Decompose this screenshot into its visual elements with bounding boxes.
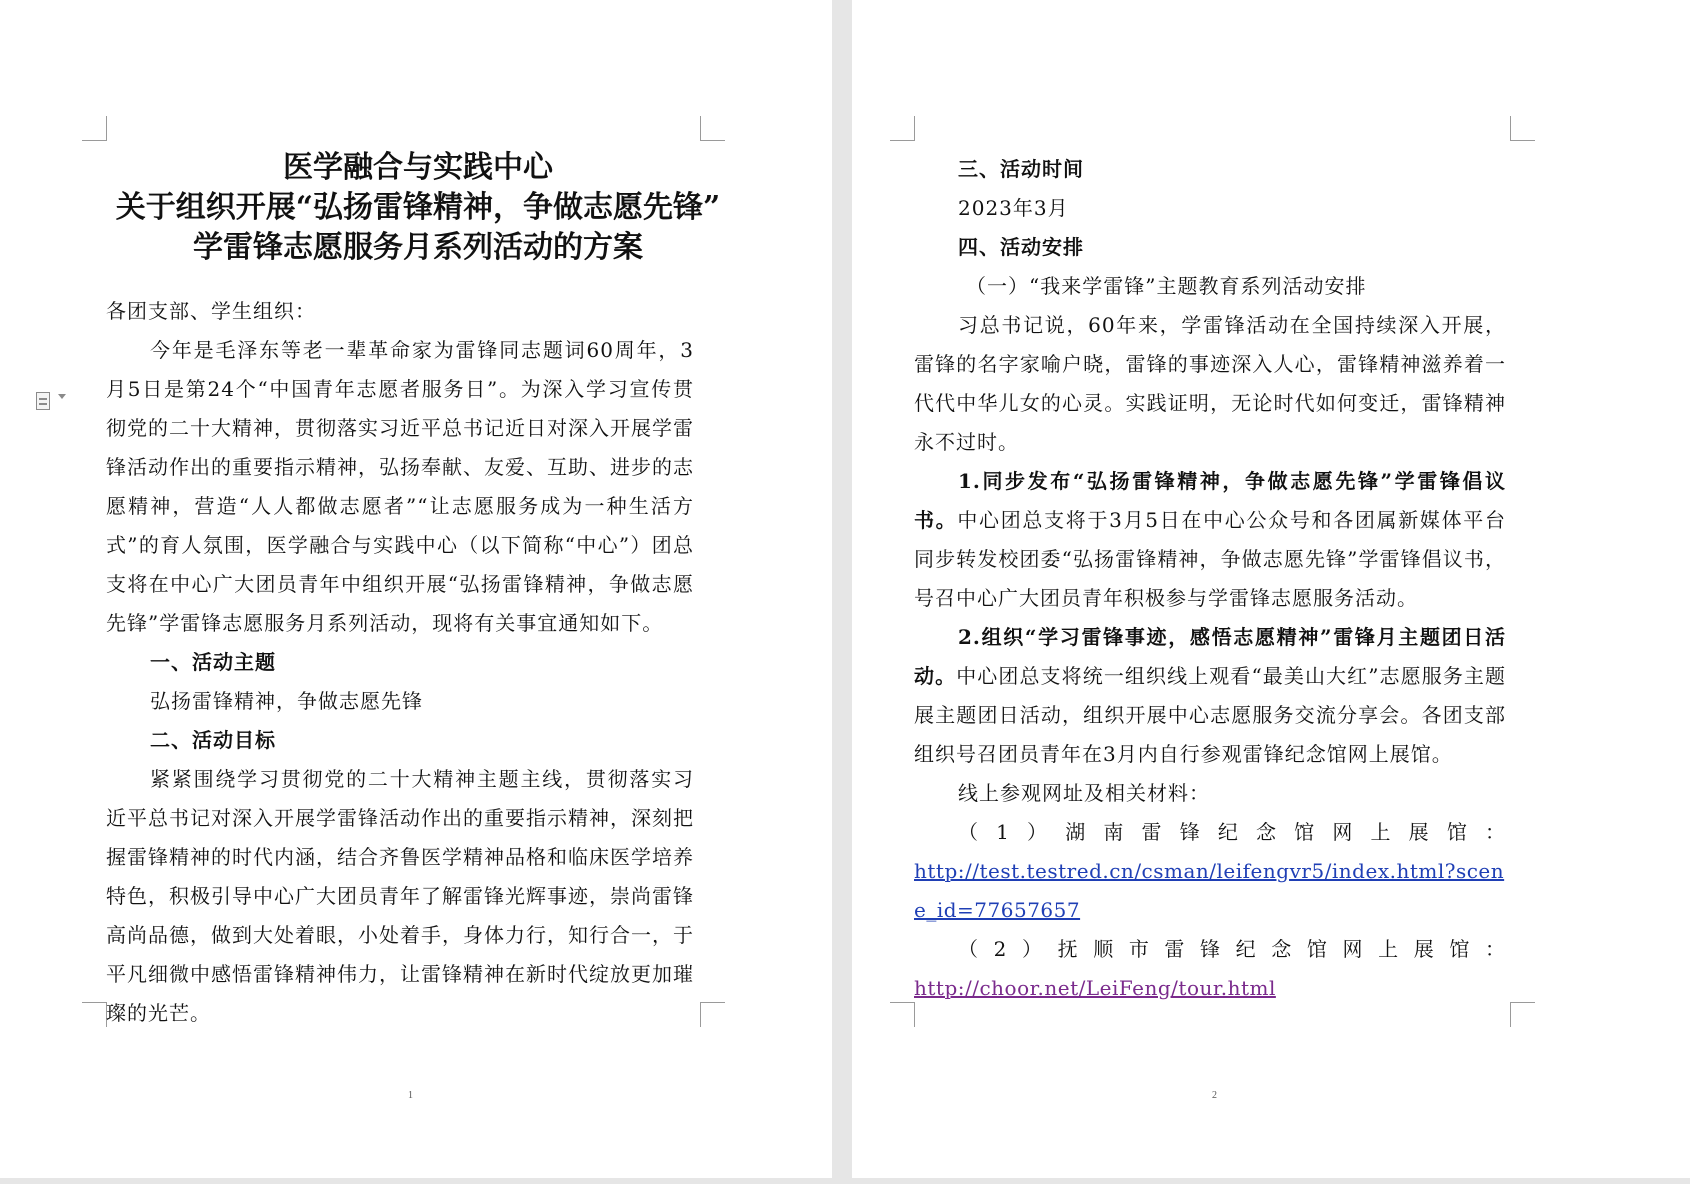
salutation: 各团支部、学生组织： (106, 299, 316, 323)
item-1-bold: 1.同步发布“弘扬雷锋精神，争做志愿先锋”学雷锋倡议书。 (914, 469, 1506, 532)
subsection-1-text: 习总书记说，60年来，学雷锋活动在全国持续深入开展，雷锋的名字家喻户晓，雷锋的事迹深入人心，雷锋精神滋养着一代代中华儿女的心灵。实践证明，无论时代如何变迁，雷锋精神永不过时。 (914, 313, 1506, 454)
title-line-3: 学雷锋志愿服务月系列活动的方案 (193, 230, 643, 265)
link-1-label: （1）湖南雷锋纪念馆网上展馆： (958, 820, 1506, 844)
intro-paragraph: 今年是毛泽东等老一辈革命家为雷锋同志题词60周年，3月5日是第24个“中国青年志愿者服务日”。为深入学习宣传贯彻党的二十大精神，贯彻落实习近平总书记近日对深入开展学雷锋活动作出的重要指示精神，弘扬奉献、友爱、互助、进步的志愿精神，营造“人人都做志愿者”“让志愿服务成为一种生活方式”的育人氛围，医学融合与实践中心（以下简称“中心”）团总支将在中心广大团员青年中组织开展“弘扬雷锋精神，争做志愿先锋”学雷锋志愿服务月系列活动，现将有关事宜通知如下。 (106, 338, 694, 635)
margin-corner-top-left (890, 116, 915, 141)
title-line-1: 医学融合与实践中心 (283, 150, 553, 185)
document-page-1 (0, 0, 832, 1178)
item-2-bold: 2.组织“学习雷锋事迹，感悟志愿精神”雷锋月主题团日活动。 (914, 625, 1506, 688)
page-1-body (106, 292, 694, 1033)
title-line-2: 关于组织开展“弘扬雷锋精神，争做志愿先锋” (115, 190, 721, 225)
document-icon[interactable] (36, 390, 54, 412)
page-number: 1 (408, 1090, 413, 1101)
margin-corner-bottom-left (82, 1002, 107, 1027)
document-page-2 (852, 0, 1690, 1178)
item-2-text: 中心团总支将统一组织线上观看“最美山大红”志愿服务主题展主题团日活动，组织开展中心志愿服务交流分享会。各团支部组织号召团员青年在3月内自行参观雷锋纪念馆网上展馆。 (914, 664, 1507, 766)
margin-corner-top-right (1510, 116, 1535, 141)
subsection-1-heading: （一）“我来学雷锋”主题教育系列活动安排 (966, 274, 1367, 298)
online-materials-intro: 线上参观网址及相关材料： (958, 781, 1210, 805)
page-2-body (914, 150, 1506, 1008)
section-1-text: 弘扬雷锋精神，争做志愿先锋 (150, 689, 423, 713)
section-1-heading: 一、活动主题 (150, 650, 276, 674)
page-number: 2 (1212, 1090, 1217, 1101)
link-2-label: （2）抚顺市雷锋纪念馆网上展馆： (958, 937, 1506, 961)
item-1-text: 中心团总支将于3月5日在中心公众号和各团属新媒体平台同步转发校团委“弘扬雷锋精神，争做志愿先锋”学雷锋倡议书，号召中心广大团员青年积极参与学雷锋志愿服务活动。 (914, 508, 1506, 610)
margin-corner-top-right (700, 116, 725, 141)
section-2-text: 紧紧围绕学习贯彻党的二十大精神主题主线，贯彻落实习近平总书记对深入开展学雷锋活动作出的重要指示精神，深刻把握雷锋精神的时代内涵，结合齐鲁医学精神品格和临床医学培养特色，积极引导中心广大团员青年了解雷锋光辉事迹，崇尚雷锋高尚品德，做到大处着眼，小处着手，身体力行，知行合一，于平凡细微中感悟雷锋精神伟力，让雷锋精神在新时代绽放更加璀璨的光芒。 (106, 767, 694, 1025)
margin-corner-top-left (82, 116, 107, 141)
item-1-paragraph (914, 462, 1506, 618)
link-2-paragraph (914, 969, 1506, 1008)
margin-corner-bottom-right (1510, 1002, 1535, 1027)
link-fushun-leifeng-museum[interactable]: http://choor.net/LeiFeng/tour.html (914, 976, 1276, 1000)
section-4-heading: 四、活动安排 (958, 235, 1084, 259)
section-3-text: 2023年3月 (958, 196, 1069, 220)
section-2-heading: 二、活动目标 (150, 728, 276, 752)
margin-corner-bottom-left (890, 1002, 915, 1027)
link-1-paragraph (914, 852, 1506, 930)
item-2-paragraph (914, 618, 1506, 774)
chevron-down-icon[interactable] (58, 394, 66, 399)
section-3-heading: 三、活动时间 (958, 157, 1084, 181)
document-title (88, 148, 748, 268)
margin-corner-bottom-right (700, 1002, 725, 1027)
link-hunan-leifeng-museum[interactable]: http://test.testred.cn/csman/leifengvr5/index.html?scene_id=77657657 (914, 859, 1505, 922)
